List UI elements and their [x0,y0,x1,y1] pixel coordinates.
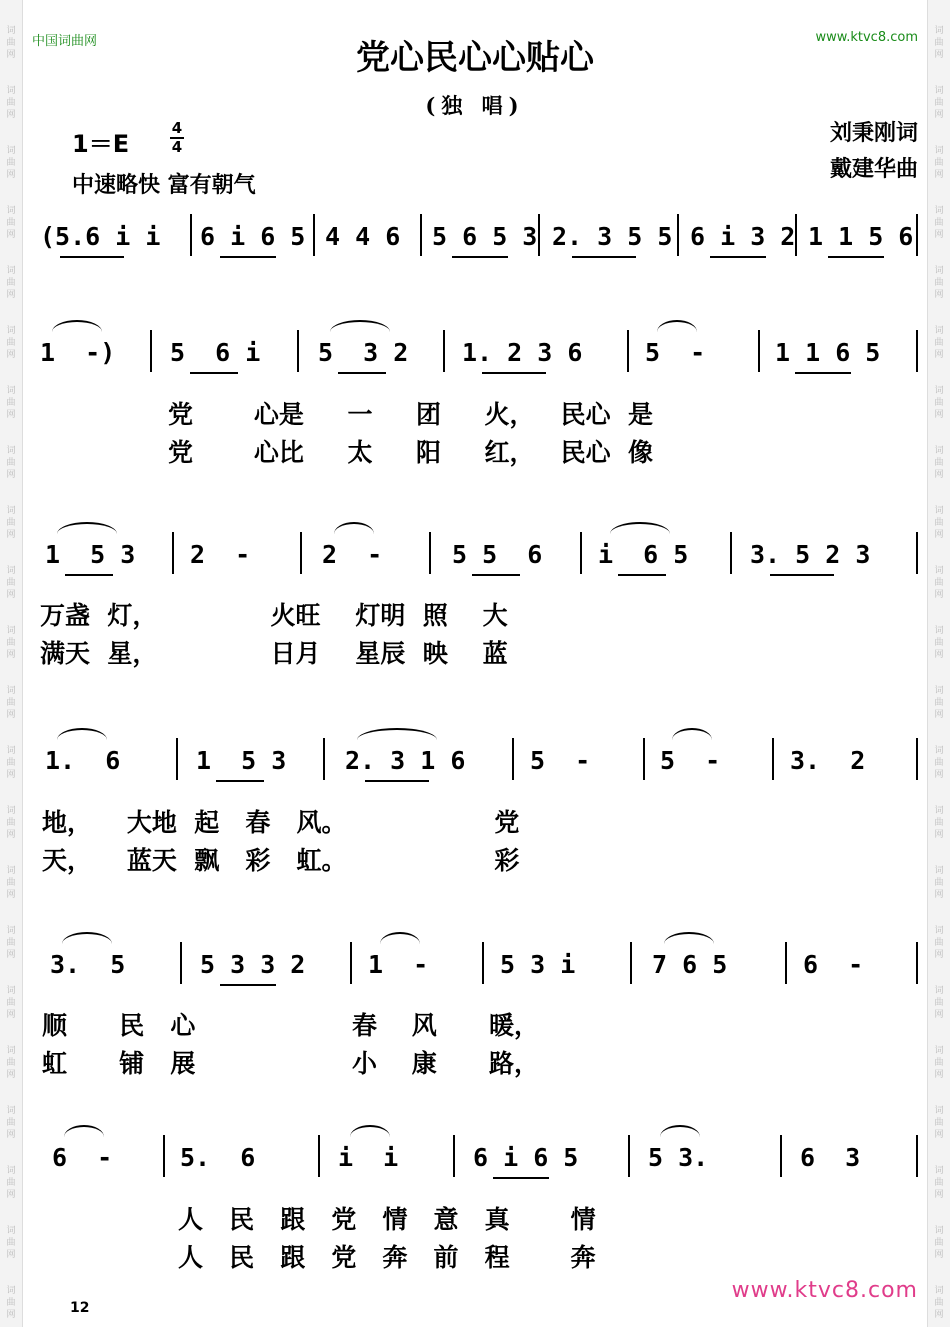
note-beam [452,256,508,258]
measure-notes: 2 - [190,540,251,569]
site-url-right[interactable]: www.ktvc8.com [815,30,918,45]
edge-watermark-text: 词曲网 [6,86,16,120]
slur-arc [334,522,374,534]
measure-notes: 5 6 5 3 [432,222,538,251]
measure-notes: 6 i 6 5 [200,222,306,251]
slur-arc [350,1125,390,1137]
edge-watermark-text: 词曲网 [6,146,16,180]
slur-arc [330,320,390,332]
edge-watermark-text: 词曲网 [6,386,16,420]
edge-watermark-text: 词曲网 [934,1106,944,1140]
edge-watermark-text: 词曲网 [6,326,16,360]
measure-notes: 5 3 2 [318,338,409,367]
measure-notes: 1 - [368,950,429,979]
barline [677,214,679,256]
lyric-line-1: 万盏 灯， 火旺 灯明 照 大 [40,601,508,630]
barline [628,1135,630,1177]
measure-notes: 7 6 5 [652,950,728,979]
barline [420,214,422,256]
measure-notes: 4 4 6 [325,222,401,251]
barline [627,330,629,372]
note-beam [618,574,666,576]
measure-notes: 6 i 3 2 [690,222,796,251]
measure-notes: 1. 6 [45,746,121,775]
barline [300,532,302,574]
edge-watermark-text: 词曲网 [6,806,16,840]
measure-notes: 2. 3 5 5 [552,222,673,251]
edge-watermark-text: 词曲网 [6,926,16,960]
measure-notes: 1. 2 3 6 [462,338,583,367]
edge-watermark-text: 词曲网 [934,386,944,420]
barline [538,214,540,256]
note-beam [572,256,636,258]
barline [429,532,431,574]
lyric-line-2: 虹 铺 展 小 康 路， [42,1049,540,1078]
note-beam [220,256,276,258]
measure-notes: 6 - [52,1143,113,1172]
measure-notes: 5 6 i [170,338,261,367]
barline [163,1135,165,1177]
lyric-line-1: 人 民 跟 党 情 意 真 情 [178,1205,596,1234]
measure-notes: 5 3 i [500,950,576,979]
barline [580,532,582,574]
slur-arc [380,932,420,944]
slur-arc [672,728,712,740]
edge-watermark-text: 词曲网 [6,26,16,60]
measure-notes: 5 5 6 [452,540,543,569]
edge-watermark-text: 词曲网 [6,266,16,300]
page-number: 12 [70,1300,90,1316]
edge-watermark-text: 词曲网 [934,1286,944,1320]
edge-watermark-text: 词曲网 [934,326,944,360]
barline [482,942,484,984]
edge-watermark-text: 词曲网 [6,506,16,540]
edge-watermark-text: 词曲网 [934,86,944,120]
edge-watermark-text: 词曲网 [6,206,16,240]
site-name-left[interactable]: 中国词曲网 [32,34,98,49]
measure-notes: 2 - [322,540,383,569]
slur-arc [62,932,112,944]
edge-watermark-text: 词曲网 [934,1226,944,1260]
barline [180,942,182,984]
barline [172,532,174,574]
edge-watermark-text: 词曲网 [934,806,944,840]
measure-notes: 5 - [530,746,591,775]
time-signature [170,121,184,155]
lyric-line-2: 天， 蓝天 飘 彩 虹。 彩 [42,846,520,875]
note-beam [770,574,834,576]
barline [150,330,152,372]
note-beam [710,256,766,258]
edge-watermark-text: 词曲网 [934,266,944,300]
footer-watermark-url: www.ktvc8.com [731,1278,918,1303]
edge-watermark-text: 词曲网 [934,1046,944,1080]
measure-notes: 1 5 3 [45,540,136,569]
barline [916,942,918,984]
barline [643,738,645,780]
lyric-line-1: 地， 大地 起 春 风。 党 [42,808,520,837]
note-beam [60,256,124,258]
slur-arc [610,522,670,534]
barline [313,214,315,256]
lyric-line-2: 党 心比 太 阳 红， 民心 像 [168,438,653,467]
edge-watermark-text: 词曲网 [934,746,944,780]
lyric-line-1: 党 心是 一 团 火， 民心 是 [168,400,653,429]
note-beam [493,1177,549,1179]
measure-notes: 5 3 3 2 [200,950,306,979]
measure-notes: 3. 5 [50,950,126,979]
edge-watermark-text: 词曲网 [6,1166,16,1200]
measure-notes: 5. 6 [180,1143,256,1172]
measure-notes: i i [338,1143,399,1172]
barline [443,330,445,372]
edge-watermark-text: 词曲网 [934,686,944,720]
tempo-marking: 中速略快 富有朝气 [72,173,256,198]
edge-watermark-text: 词曲网 [6,446,16,480]
song-title: 党心民心心贴心 [356,38,594,78]
measure-notes: i 6 5 [598,540,689,569]
measure-notes: 6 i 6 5 [473,1143,579,1172]
note-beam [365,780,429,782]
measure-notes: 5 - [645,338,706,367]
barline [323,738,325,780]
slur-arc [57,728,107,740]
edge-watermark-text: 词曲网 [6,1106,16,1140]
barline [780,1135,782,1177]
measure-notes: 6 - [803,950,864,979]
barline [350,942,352,984]
measure-notes: 2. 3 1 6 [345,746,466,775]
note-beam [472,574,520,576]
barline [758,330,760,372]
measure-notes: (5.6 i i [40,222,161,251]
song-subtitle: (独 唱) [425,93,525,118]
time-sig-bottom: 4 [171,138,183,156]
barline [453,1135,455,1177]
measure-notes: 3. 2 [790,746,866,775]
barline [785,942,787,984]
edge-watermark-text: 词曲网 [6,686,16,720]
edge-watermark-text: 词曲网 [934,566,944,600]
edge-watermark-text: 词曲网 [934,866,944,900]
edge-watermark-text: 词曲网 [934,146,944,180]
barline [190,214,192,256]
composer-credit: 戴建华曲 [829,157,918,182]
slur-arc [357,728,437,740]
note-beam [482,372,546,374]
lyricist-credit: 刘秉刚词 [829,121,918,146]
measure-notes: 1 1 6 5 [775,338,881,367]
measure-notes: 6 3 [800,1143,861,1172]
edge-watermark-text: 词曲网 [934,626,944,660]
slur-arc [57,522,117,534]
note-beam [828,256,884,258]
slur-arc [52,320,102,332]
measure-notes: 1 1 5 6 [808,222,914,251]
slur-arc [657,320,697,332]
barline [630,942,632,984]
barline [916,330,918,372]
note-beam [795,372,851,374]
edge-watermark-text: 词曲网 [934,506,944,540]
barline [176,738,178,780]
barline [318,1135,320,1177]
barline [916,738,918,780]
edge-watermark-text: 词曲网 [6,1226,16,1260]
barline [512,738,514,780]
barline [772,738,774,780]
edge-watermark-text: 词曲网 [934,986,944,1020]
slur-arc [64,1125,104,1137]
barline [916,1135,918,1177]
note-beam [190,372,238,374]
edge-watermark-text: 词曲网 [6,566,16,600]
note-beam [338,372,386,374]
edge-watermark-text: 词曲网 [934,206,944,240]
edge-watermark-text: 词曲网 [6,1046,16,1080]
note-beam [220,984,276,986]
edge-watermark-text: 词曲网 [934,926,944,960]
note-beam [65,574,113,576]
lyric-line-1: 顺 民 心 春 风 暖， [42,1011,540,1040]
key-signature: 1＝E [72,130,130,158]
barline [916,532,918,574]
slur-arc [660,1125,700,1137]
edge-watermark-text: 词曲网 [934,26,944,60]
edge-watermark-text: 词曲网 [934,1166,944,1200]
edge-watermark-text: 词曲网 [6,866,16,900]
edge-watermark-text: 词曲网 [934,446,944,480]
lyric-line-2: 人 民 跟 党 奔 前 程 奔 [178,1243,596,1272]
edge-watermark-text: 词曲网 [6,746,16,780]
slur-arc [664,932,714,944]
time-sig-top: 4 [171,119,183,137]
edge-watermark-text: 词曲网 [6,986,16,1020]
note-beam [216,780,264,782]
measure-notes: 1 -) [40,338,116,367]
measure-notes: 3. 5 2 3 [750,540,871,569]
measure-notes: 5 - [660,746,721,775]
edge-watermark-text: 词曲网 [6,626,16,660]
lyric-line-2: 满天 星， 日月 星辰 映 蓝 [40,639,508,668]
edge-watermark-text: 词曲网 [6,1286,16,1320]
barline [730,532,732,574]
measure-notes: 1 5 3 [196,746,287,775]
measure-notes: 5 3. [648,1143,709,1172]
barline [297,330,299,372]
barline [916,214,918,256]
